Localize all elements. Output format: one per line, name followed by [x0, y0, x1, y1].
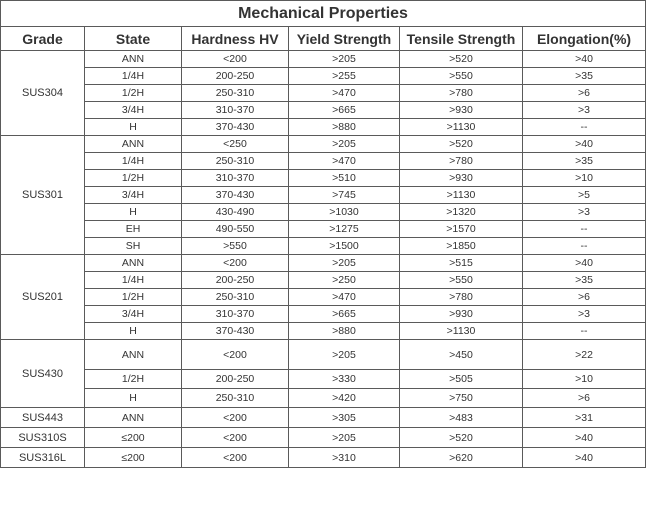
yield-cell: >420 [289, 389, 400, 408]
state-cell: H [85, 389, 182, 408]
elongation-cell: >10 [523, 170, 646, 187]
tensile-cell: >550 [400, 272, 523, 289]
yield-cell: >470 [289, 153, 400, 170]
hardness-cell: 250-310 [182, 289, 289, 306]
table-row [1, 289, 646, 306]
state-cell: 1/4H [85, 153, 182, 170]
tensile-cell: >520 [400, 428, 523, 448]
table-row [1, 153, 646, 170]
elongation-cell: >31 [523, 408, 646, 428]
state-cell: ANN [85, 255, 182, 272]
hardness-cell: <200 [182, 51, 289, 68]
elongation-cell: >40 [523, 448, 646, 468]
tensile-cell: >505 [400, 370, 523, 389]
elongation-cell: -- [523, 221, 646, 238]
elongation-cell: >3 [523, 204, 646, 221]
tensile-cell: >1570 [400, 221, 523, 238]
elongation-cell: >6 [523, 389, 646, 408]
yield-cell: >1030 [289, 204, 400, 221]
table-row [1, 51, 646, 68]
yield-cell: >305 [289, 408, 400, 428]
tensile-cell: >780 [400, 85, 523, 102]
elongation-cell: >5 [523, 187, 646, 204]
grade-cell: SUS201 [1, 255, 85, 340]
yield-cell: >1275 [289, 221, 400, 238]
tensile-cell: >930 [400, 306, 523, 323]
elongation-cell: -- [523, 323, 646, 340]
table-row [1, 68, 646, 85]
state-cell: 1/4H [85, 272, 182, 289]
tensile-cell: >520 [400, 51, 523, 68]
yield-cell: >250 [289, 272, 400, 289]
yield-cell: >205 [289, 255, 400, 272]
elongation-cell: >35 [523, 272, 646, 289]
yield-cell: >470 [289, 85, 400, 102]
elongation-cell: >35 [523, 68, 646, 85]
tensile-cell: >1130 [400, 119, 523, 136]
state-cell: 1/2H [85, 370, 182, 389]
table-row [1, 340, 646, 370]
hardness-cell: 200-250 [182, 370, 289, 389]
elongation-cell: >3 [523, 306, 646, 323]
table-row [1, 306, 646, 323]
state-cell: H [85, 323, 182, 340]
state-cell: 1/4H [85, 68, 182, 85]
elongation-cell: >40 [523, 428, 646, 448]
hardness-cell: 310-370 [182, 102, 289, 119]
yield-cell: >470 [289, 289, 400, 306]
state-cell: 1/2H [85, 289, 182, 306]
tensile-cell: >1320 [400, 204, 523, 221]
header-tensile-strength: Tensile Strength [400, 27, 523, 51]
header-yield-strength: Yield Strength [289, 27, 400, 51]
hardness-cell: <200 [182, 340, 289, 370]
tensile-cell: >780 [400, 289, 523, 306]
state-cell: EH [85, 221, 182, 238]
hardness-cell: <250 [182, 136, 289, 153]
elongation-cell: >3 [523, 102, 646, 119]
elongation-cell: >35 [523, 153, 646, 170]
yield-cell: >665 [289, 306, 400, 323]
state-cell: ≤200 [85, 428, 182, 448]
state-cell: 3/4H [85, 306, 182, 323]
table-row [1, 255, 646, 272]
state-cell: ANN [85, 408, 182, 428]
yield-cell: >1500 [289, 238, 400, 255]
elongation-cell: >40 [523, 51, 646, 68]
hardness-cell: 250-310 [182, 85, 289, 102]
yield-cell: >510 [289, 170, 400, 187]
header-grade: Grade [1, 27, 85, 51]
hardness-cell: 310-370 [182, 306, 289, 323]
table-row [1, 428, 646, 448]
tensile-cell: >750 [400, 389, 523, 408]
grade-cell: SUS430 [1, 340, 85, 408]
hardness-cell: 250-310 [182, 389, 289, 408]
elongation-cell: >6 [523, 289, 646, 306]
table-title: Mechanical Properties [1, 1, 646, 27]
yield-cell: >255 [289, 68, 400, 85]
state-cell: ANN [85, 136, 182, 153]
yield-cell: >745 [289, 187, 400, 204]
header-row [1, 27, 646, 51]
state-cell: 1/2H [85, 85, 182, 102]
elongation-cell: >40 [523, 136, 646, 153]
hardness-cell: 430-490 [182, 204, 289, 221]
elongation-cell: >6 [523, 85, 646, 102]
tensile-cell: >930 [400, 102, 523, 119]
hardness-cell: <200 [182, 448, 289, 468]
tensile-cell: >930 [400, 170, 523, 187]
elongation-cell: >40 [523, 255, 646, 272]
state-cell: 1/2H [85, 170, 182, 187]
table-row [1, 408, 646, 428]
table-row [1, 102, 646, 119]
header-elongation: Elongation(%) [523, 27, 646, 51]
tensile-cell: >450 [400, 340, 523, 370]
yield-cell: >310 [289, 448, 400, 468]
tensile-cell: >1130 [400, 187, 523, 204]
yield-cell: >330 [289, 370, 400, 389]
tensile-cell: >620 [400, 448, 523, 468]
tensile-cell: >1130 [400, 323, 523, 340]
state-cell: H [85, 204, 182, 221]
grade-cell: SUS310S [1, 428, 85, 448]
hardness-cell: 310-370 [182, 170, 289, 187]
state-cell: 3/4H [85, 187, 182, 204]
hardness-cell: <200 [182, 408, 289, 428]
header-state: State [85, 27, 182, 51]
state-cell: ANN [85, 51, 182, 68]
hardness-cell: >550 [182, 238, 289, 255]
table-row [1, 187, 646, 204]
table-row [1, 170, 646, 187]
yield-cell: >205 [289, 136, 400, 153]
table-row [1, 323, 646, 340]
table-row [1, 221, 646, 238]
elongation-cell: >10 [523, 370, 646, 389]
tensile-cell: >520 [400, 136, 523, 153]
header-hardness: Hardness HV [182, 27, 289, 51]
table-row [1, 136, 646, 153]
grade-cell: SUS304 [1, 51, 85, 136]
tensile-cell: >515 [400, 255, 523, 272]
state-cell: H [85, 119, 182, 136]
table-row [1, 119, 646, 136]
yield-cell: >880 [289, 119, 400, 136]
table-row [1, 448, 646, 468]
hardness-cell: 370-430 [182, 119, 289, 136]
hardness-cell: <200 [182, 428, 289, 448]
tensile-cell: >483 [400, 408, 523, 428]
elongation-cell: >22 [523, 340, 646, 370]
state-cell: 3/4H [85, 102, 182, 119]
elongation-cell: -- [523, 119, 646, 136]
hardness-cell: 200-250 [182, 272, 289, 289]
table-row [1, 370, 646, 389]
yield-cell: >205 [289, 340, 400, 370]
hardness-cell: 370-430 [182, 323, 289, 340]
table-row [1, 238, 646, 255]
table-row [1, 389, 646, 408]
table-row [1, 272, 646, 289]
yield-cell: >205 [289, 428, 400, 448]
elongation-cell: -- [523, 238, 646, 255]
table-row [1, 204, 646, 221]
tensile-cell: >780 [400, 153, 523, 170]
hardness-cell: 370-430 [182, 187, 289, 204]
state-cell: SH [85, 238, 182, 255]
grade-cell: SUS301 [1, 136, 85, 255]
hardness-cell: <200 [182, 255, 289, 272]
tensile-cell: >550 [400, 68, 523, 85]
state-cell: ANN [85, 340, 182, 370]
tensile-cell: >1850 [400, 238, 523, 255]
yield-cell: >880 [289, 323, 400, 340]
hardness-cell: 490-550 [182, 221, 289, 238]
table-row [1, 85, 646, 102]
yield-cell: >205 [289, 51, 400, 68]
hardness-cell: 250-310 [182, 153, 289, 170]
hardness-cell: 200-250 [182, 68, 289, 85]
grade-cell: SUS316L [1, 448, 85, 468]
yield-cell: >665 [289, 102, 400, 119]
grade-cell: SUS443 [1, 408, 85, 428]
state-cell: ≤200 [85, 448, 182, 468]
